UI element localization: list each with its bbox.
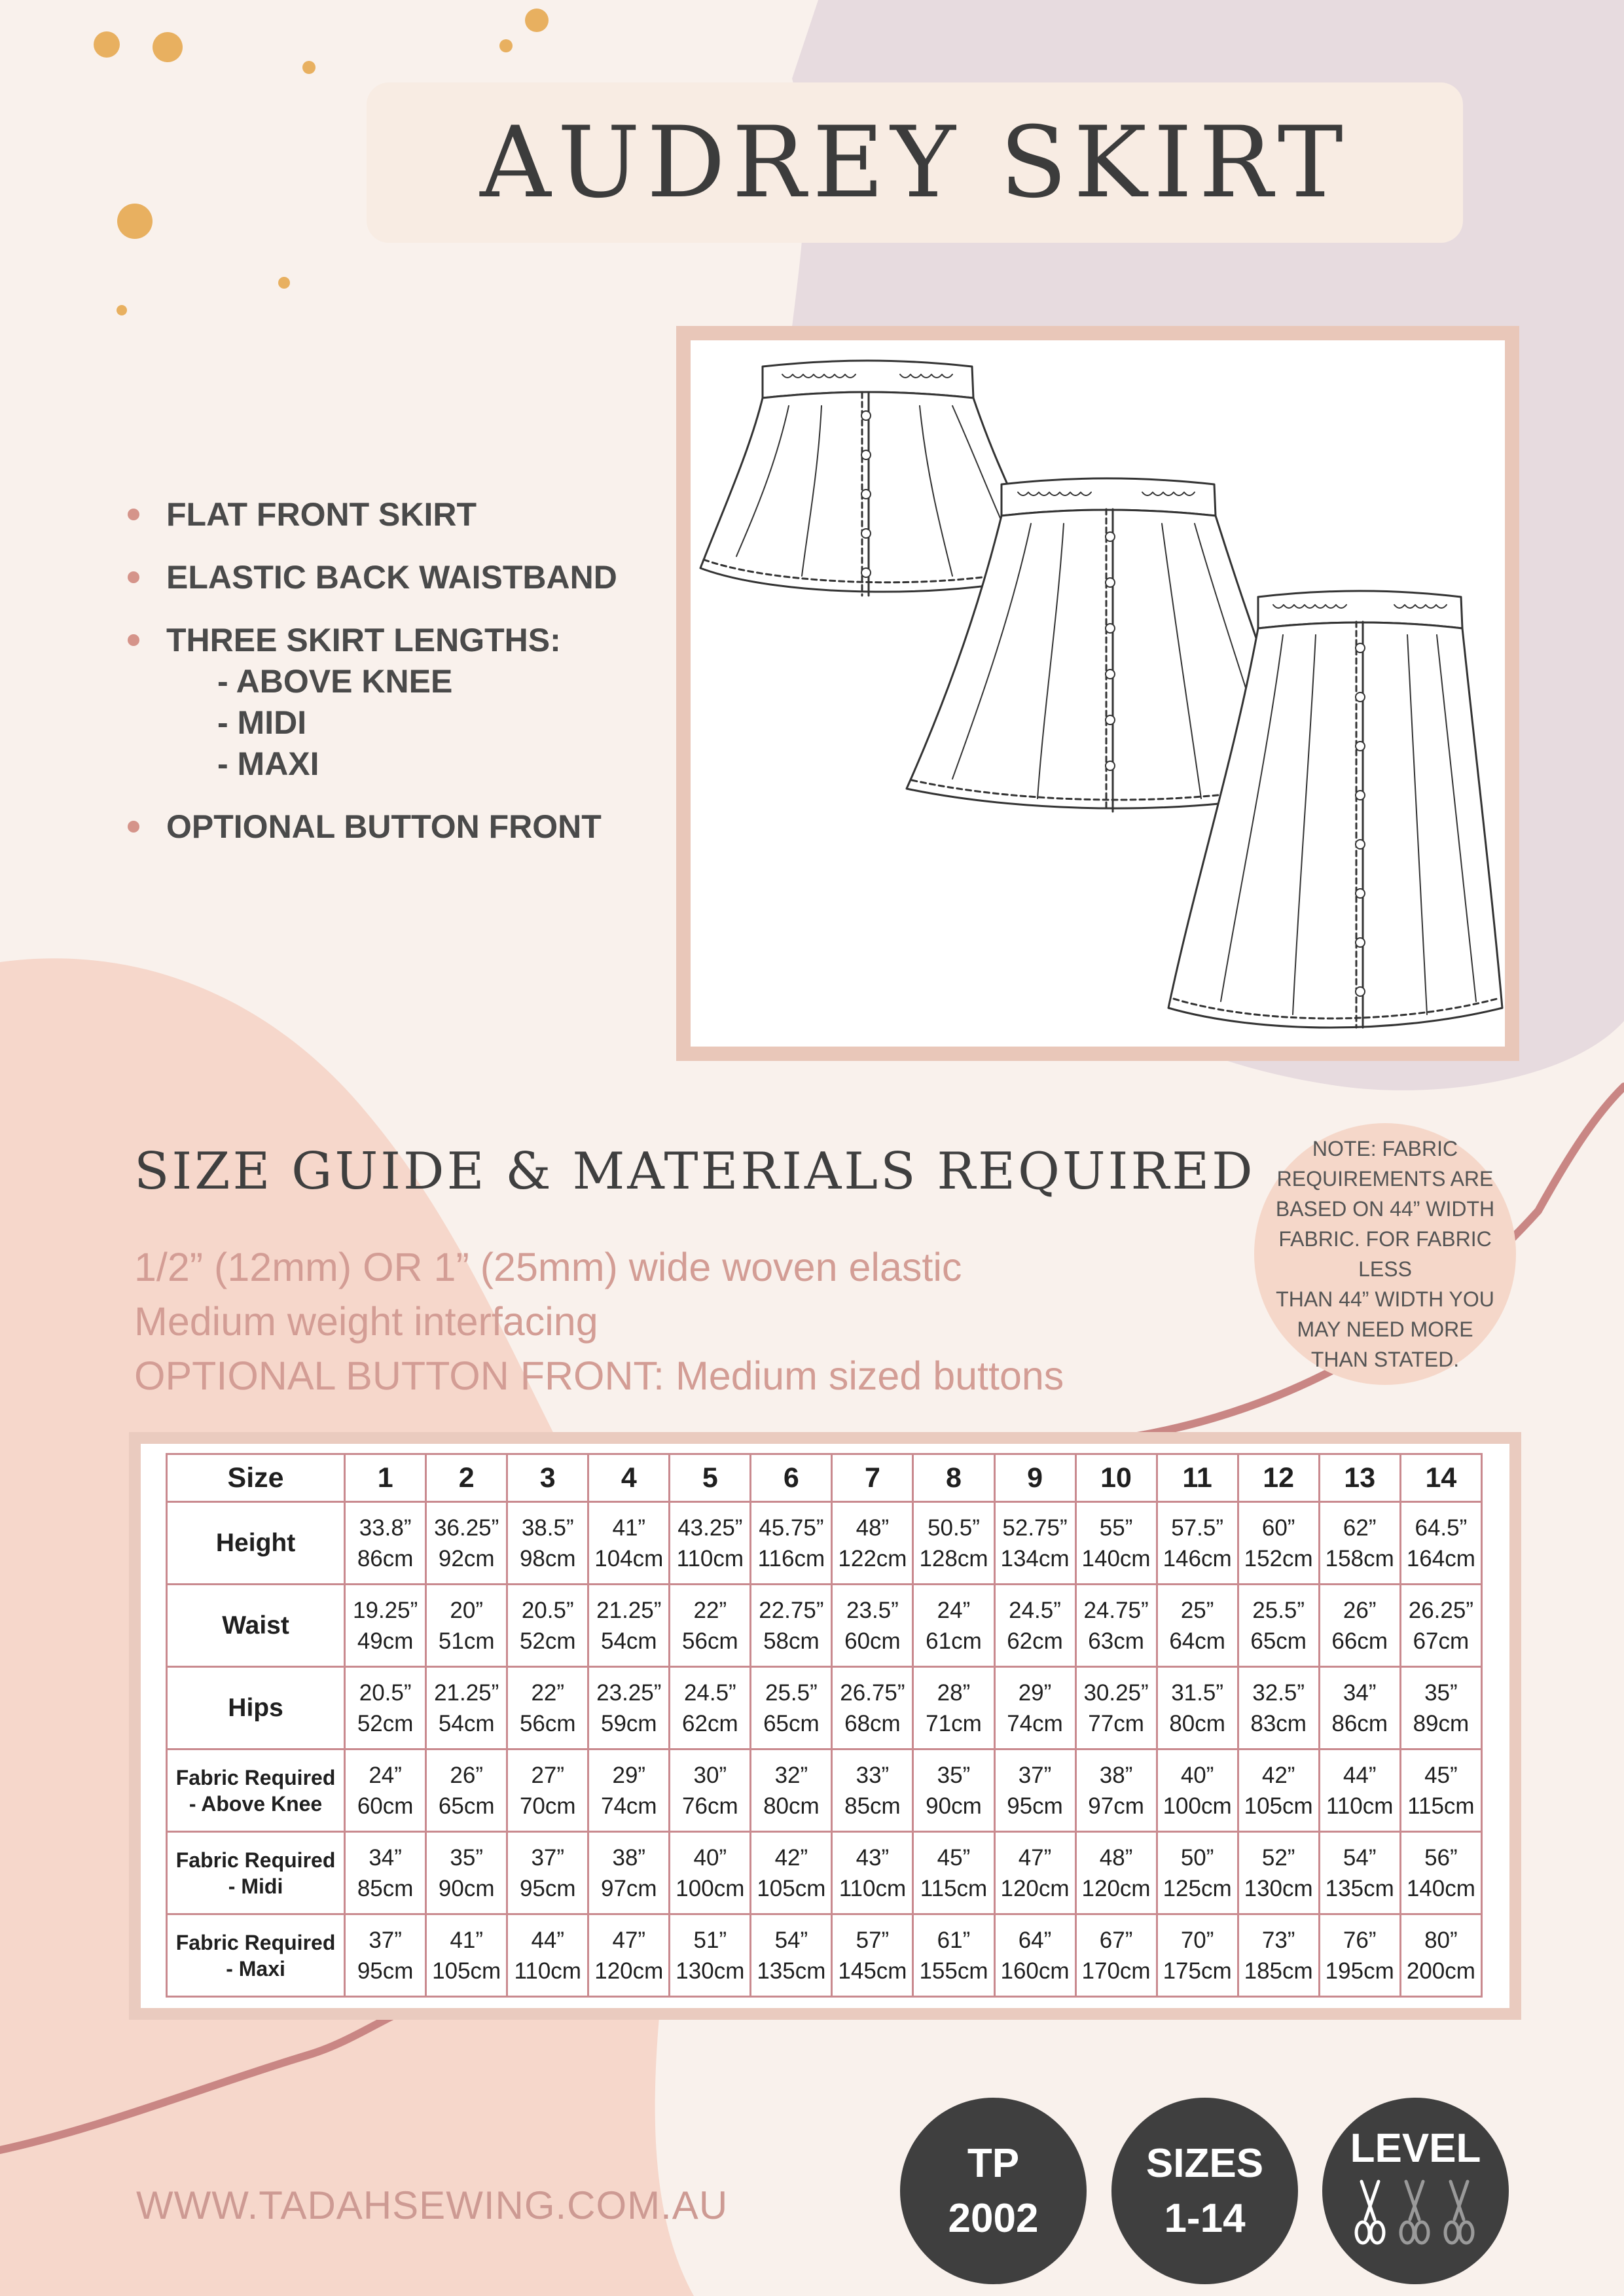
table-cell: 48” 122cm	[832, 1502, 913, 1585]
table-cell: 70” 175cm	[1157, 1914, 1238, 1997]
table-cell: 29” 74cm	[994, 1667, 1075, 1749]
table-cell: 24” 60cm	[345, 1749, 426, 1832]
table-cell: 56” 140cm	[1400, 1832, 1481, 1914]
table-cell: 26.25” 67cm	[1400, 1585, 1481, 1667]
level-badge	[1322, 2098, 1509, 2284]
dot	[525, 9, 549, 32]
table-cell: 76” 195cm	[1319, 1914, 1400, 1997]
table-cell: 20.5” 52cm	[507, 1585, 588, 1667]
material-item: 1/2” (12mm) OR 1” (25mm) wide woven elastic	[134, 1245, 962, 1289]
table-row-label: Waist	[167, 1585, 345, 1667]
table-header-cell: 4	[588, 1454, 670, 1502]
table-cell: 48” 120cm	[1075, 1832, 1157, 1914]
table-cell: 42” 105cm	[1238, 1749, 1319, 1832]
table-header-row	[167, 1454, 1482, 1502]
table-header-cell: 8	[913, 1454, 994, 1502]
table-cell: 55” 140cm	[1075, 1502, 1157, 1585]
table-row-label: Fabric Required - Midi	[167, 1832, 345, 1914]
pattern-code-badge	[900, 2098, 1087, 2284]
table-cell: 45.75” 116cm	[751, 1502, 832, 1585]
table-header-size: Size	[167, 1454, 345, 1502]
table-cell: 26” 66cm	[1319, 1585, 1400, 1667]
table-cell: 33” 85cm	[832, 1749, 913, 1832]
table-cell: 25.5” 65cm	[1238, 1585, 1319, 1667]
materials-list	[134, 1240, 1214, 1403]
table-cell: 21.25” 54cm	[588, 1585, 670, 1667]
scissors-icon	[1445, 2181, 1473, 2243]
badge-line: 2002	[948, 2195, 1039, 2241]
feature-item	[124, 620, 700, 785]
table-cell: 22” 56cm	[507, 1667, 588, 1749]
feature-list	[124, 494, 700, 869]
table-cell: 24.5” 62cm	[994, 1585, 1075, 1667]
table-header-cell: 12	[1238, 1454, 1319, 1502]
table-cell: 24.75” 63cm	[1075, 1585, 1157, 1667]
table-cell: 50” 125cm	[1157, 1832, 1238, 1914]
table-header-cell: 1	[345, 1454, 426, 1502]
feature-text: OPTIONAL BUTTON FRONT	[166, 808, 602, 845]
table-cell: 41” 104cm	[588, 1502, 670, 1585]
table-cell: 40” 100cm	[670, 1832, 751, 1914]
section-title: SIZE GUIDE & MATERIALS REQUIRED	[134, 1142, 1255, 1201]
table-cell: 38” 97cm	[588, 1832, 670, 1914]
table-cell: 34” 85cm	[345, 1832, 426, 1914]
feature-subitem: - MIDI	[217, 704, 307, 741]
table-row	[167, 1502, 1482, 1585]
table-cell: 19.25” 49cm	[345, 1585, 426, 1667]
badge-line: LEVEL	[1350, 2125, 1481, 2171]
table-cell: 26” 65cm	[426, 1749, 507, 1832]
table-cell: 40” 100cm	[1157, 1749, 1238, 1832]
table-header-cell: 7	[832, 1454, 913, 1502]
table-cell: 28” 71cm	[913, 1667, 994, 1749]
table-cell: 24.5” 62cm	[670, 1667, 751, 1749]
table-cell: 51” 130cm	[670, 1914, 751, 1997]
table-cell: 52.75” 134cm	[994, 1502, 1075, 1585]
table-cell: 30.25” 77cm	[1075, 1667, 1157, 1749]
table-header-cell: 5	[670, 1454, 751, 1502]
scissors-icon	[1401, 2181, 1428, 2243]
feature-text: ELASTIC BACK WAISTBAND	[166, 559, 617, 596]
table-cell: 47” 120cm	[588, 1914, 670, 1997]
dot	[302, 61, 316, 74]
feature-text: FLAT FRONT SKIRT	[166, 496, 477, 533]
bullet-icon	[128, 571, 139, 583]
badge-line: SIZES	[1146, 2140, 1264, 2186]
table-cell: 22” 56cm	[670, 1585, 751, 1667]
table-cell: 32” 80cm	[751, 1749, 832, 1832]
badge-line: 1-14	[1164, 2195, 1246, 2241]
material-item: Medium weight interfacing	[134, 1299, 598, 1344]
table-cell: 62” 158cm	[1319, 1502, 1400, 1585]
table-cell: 25.5” 65cm	[751, 1667, 832, 1749]
table-cell: 27” 70cm	[507, 1749, 588, 1832]
table-header-cell: 13	[1319, 1454, 1400, 1502]
table-cell: 37” 95cm	[507, 1832, 588, 1914]
table-cell: 20.5” 52cm	[345, 1667, 426, 1749]
table-cell: 38.5” 98cm	[507, 1502, 588, 1585]
table-row-label: Height	[167, 1502, 345, 1585]
website-link[interactable]: WWW.TADAHSEWING.COM.AU	[136, 2183, 729, 2227]
feature-subitem: - ABOVE KNEE	[217, 663, 453, 700]
table-cell: 32.5” 83cm	[1238, 1667, 1319, 1749]
table-cell: 64.5” 164cm	[1400, 1502, 1481, 1585]
scissors-icon	[1356, 2181, 1384, 2243]
table-cell: 36.25” 92cm	[426, 1502, 507, 1585]
feature-subitem: - MAXI	[217, 745, 319, 782]
dot	[94, 31, 120, 58]
table-cell: 35” 90cm	[426, 1832, 507, 1914]
table-cell: 21.25” 54cm	[426, 1667, 507, 1749]
badge-line: TP	[967, 2140, 1020, 2186]
feature-item	[124, 557, 700, 598]
table-row	[167, 1749, 1482, 1832]
table-cell: 64” 160cm	[994, 1914, 1075, 1997]
table-cell: 54” 135cm	[1319, 1832, 1400, 1914]
dot	[153, 32, 183, 62]
table-cell: 22.75” 58cm	[751, 1585, 832, 1667]
table-cell: 34” 86cm	[1319, 1667, 1400, 1749]
table-cell: 52” 130cm	[1238, 1832, 1319, 1914]
dot	[117, 305, 127, 315]
size-table	[166, 1453, 1483, 1998]
table-row-label: Fabric Required - Maxi	[167, 1914, 345, 1997]
table-cell: 37” 95cm	[994, 1749, 1075, 1832]
material-item: OPTIONAL BUTTON FRONT: Medium sized buttons	[134, 1354, 1064, 1398]
table-header-cell: 9	[994, 1454, 1075, 1502]
table-cell: 44” 110cm	[1319, 1749, 1400, 1832]
table-header-cell: 10	[1075, 1454, 1157, 1502]
table-cell: 23.25” 59cm	[588, 1667, 670, 1749]
table-row-label: Fabric Required - Above Knee	[167, 1749, 345, 1832]
dot	[117, 204, 153, 239]
table-cell: 60” 152cm	[1238, 1502, 1319, 1585]
table-cell: 35” 90cm	[913, 1749, 994, 1832]
table-cell: 57” 145cm	[832, 1914, 913, 1997]
feature-item	[124, 806, 700, 848]
fabric-note	[1254, 1123, 1516, 1385]
table-cell: 20” 51cm	[426, 1585, 507, 1667]
table-row	[167, 1832, 1482, 1914]
table-cell: 50.5” 128cm	[913, 1502, 994, 1585]
table-cell: 45” 115cm	[1400, 1749, 1481, 1832]
table-header-cell: 2	[426, 1454, 507, 1502]
table-cell: 43.25” 110cm	[670, 1502, 751, 1585]
table-cell: 44” 110cm	[507, 1914, 588, 1997]
table-cell: 54” 135cm	[751, 1914, 832, 1997]
table-cell: 33.8” 86cm	[345, 1502, 426, 1585]
table-row	[167, 1667, 1482, 1749]
table-cell: 47” 120cm	[994, 1832, 1075, 1914]
table-cell: 42” 105cm	[751, 1832, 832, 1914]
skirt-flat-drawings-icon	[691, 340, 1505, 1047]
table-cell: 67” 170cm	[1075, 1914, 1157, 1997]
sizes-badge	[1111, 2098, 1298, 2284]
level-rating	[1347, 2176, 1485, 2248]
table-row	[167, 1585, 1482, 1667]
feature-text: THREE SKIRT LENGTHS:	[166, 622, 561, 658]
table-row	[167, 1914, 1482, 1997]
table-cell: 73” 185cm	[1238, 1914, 1319, 1997]
table-cell: 45” 115cm	[913, 1832, 994, 1914]
table-cell: 61” 155cm	[913, 1914, 994, 1997]
table-cell: 80” 200cm	[1400, 1914, 1481, 1997]
table-cell: 37” 95cm	[345, 1914, 426, 1997]
table-cell: 57.5” 146cm	[1157, 1502, 1238, 1585]
table-cell: 38” 97cm	[1075, 1749, 1157, 1832]
bullet-icon	[128, 821, 139, 833]
table-cell: 41” 105cm	[426, 1914, 507, 1997]
table-cell: 31.5” 80cm	[1157, 1667, 1238, 1749]
table-cell: 26.75” 68cm	[832, 1667, 913, 1749]
bullet-icon	[128, 509, 139, 520]
fabric-note-text: NOTE: FABRIC REQUIREMENTS ARE BASED ON 44” WIDTH FABRIC. FOR FABRIC LESS THAN 44” WIDTH YOU MAY NEED MORE THAN STATED.	[1275, 1137, 1495, 1371]
table-cell: 35” 89cm	[1400, 1667, 1481, 1749]
table-cell: 23.5” 60cm	[832, 1585, 913, 1667]
dot	[499, 39, 513, 52]
table-row-label: Hips	[167, 1667, 345, 1749]
page-title: AUDREY SKIRT	[480, 105, 1350, 220]
feature-item	[124, 494, 700, 535]
table-cell: 25” 64cm	[1157, 1585, 1238, 1667]
table-header-cell: 11	[1157, 1454, 1238, 1502]
table-header-cell: 3	[507, 1454, 588, 1502]
table-cell: 29” 74cm	[588, 1749, 670, 1832]
table-cell: 30” 76cm	[670, 1749, 751, 1832]
table-cell: 24” 61cm	[913, 1585, 994, 1667]
bullet-icon	[128, 634, 139, 646]
table-header-cell: 6	[751, 1454, 832, 1502]
table-header-cell: 14	[1400, 1454, 1481, 1502]
dot	[278, 277, 290, 289]
table-cell: 43” 110cm	[832, 1832, 913, 1914]
